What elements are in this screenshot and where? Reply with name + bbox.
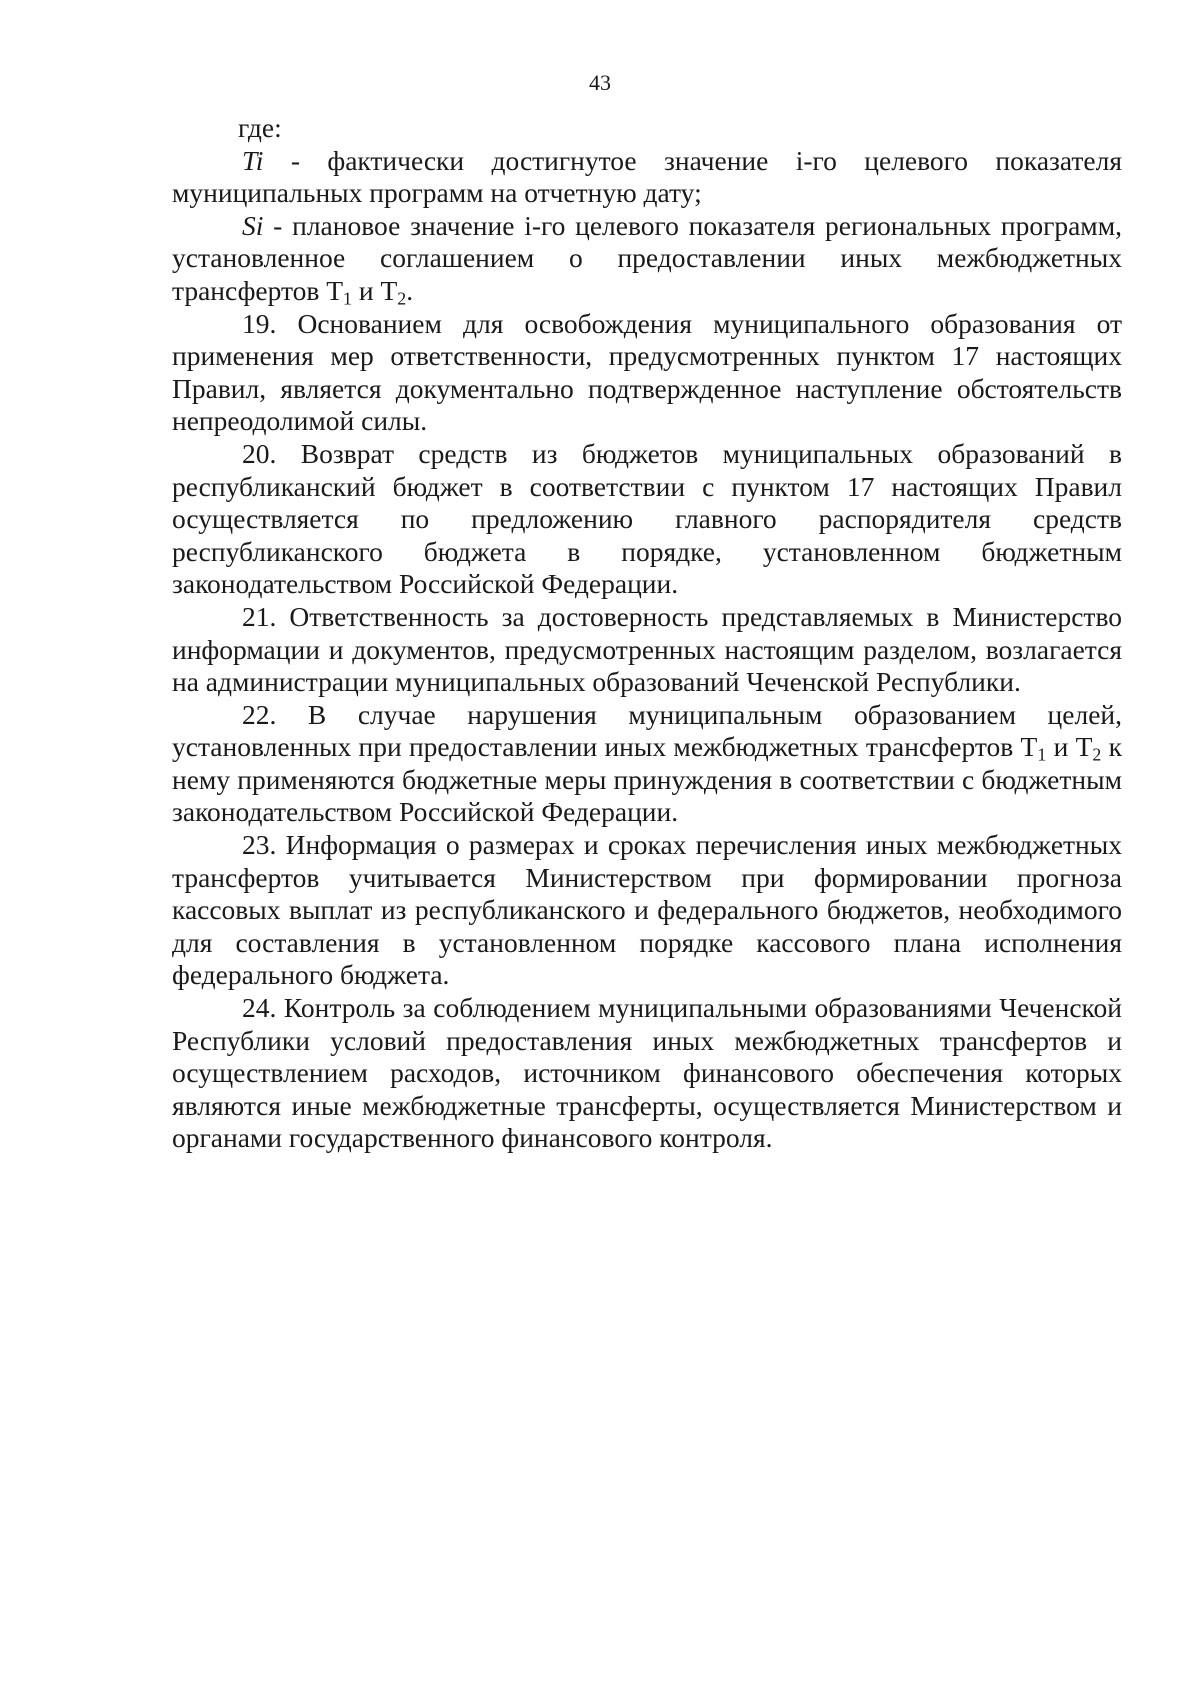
paragraph-22-and: и Т: [1046, 731, 1093, 763]
paragraph-19: 19. Основанием для освобождения муниципального образования от применения мер ответственности, предусмотренных пунктом 17 настоящих Правил, является документально подтвержденное наступление обстоятельств непреодолимой силы.: [172, 307, 1122, 437]
page-number: 43: [589, 70, 611, 95]
variable-si: Si: [242, 209, 264, 241]
paragraph-20: 20. Возврат средств из бюджетов муниципальных образований в республиканский бюджет в соответствии с пунктом 17 настоящих Правил осуществляется по предложению главного распорядителя средств республиканского бюджета в порядке, установленном бюджетным законодательством Российской Федерации.: [172, 437, 1122, 600]
paragraph-21: 21. Ответственность за достоверность представляемых в Министерство информации и документов, предусмотренных настоящим разделом, возлагается на администрации муниципальных образований Чеченской Республики.: [172, 600, 1122, 698]
subscript-1: 1: [343, 288, 352, 309]
document-body: [172, 112, 1122, 1155]
subscript-1: 1: [1037, 744, 1047, 765]
paragraph-si-definition: [172, 210, 1122, 308]
paragraph-23: 23. Информация о размерах и сроках перечисления иных межбюджетных трансфертов учитывается Министерством при формировании прогноза кассовых выплат из республиканского и федерального бюджетов, необходимого для составления в установленном порядке кассового плана исполнения федерального бюджета.: [172, 829, 1122, 991]
si-definition-text: - плановое значение i-го целевого показателя региональных программ, установленное соглашением о предоставлении иных межбюджетных трансфертов Т: [172, 209, 1122, 306]
paragraph-22-end: к нему применяются бюджетные меры принуждения в соответствии с бюджетным законодательством Российской Федерации.: [172, 731, 1122, 828]
paragraph-where: где:: [238, 112, 282, 143]
subscript-2: 2: [397, 288, 407, 309]
subscript-2: 2: [1092, 744, 1102, 765]
paragraph-22: [172, 699, 1122, 829]
si-definition-and: и Т: [351, 274, 398, 306]
paragraph-ti-definition: [172, 145, 1122, 210]
variable-ti: Ti: [242, 144, 264, 176]
ti-definition-text: - фактически достигнутое значение i-го целевого показателя муниципальных программ на отчетную дату;: [172, 144, 1122, 209]
paragraph-22-text: 22. В случае нарушения муниципальным образованием целей, установленных при предоставлении иных межбюджетных трансфертов Т: [172, 698, 1122, 763]
paragraph-24: 24. Контроль за соблюдением муниципальными образованиями Чеченской Республики условий предоставления иных межбюджетных трансфертов и осуществлением расходов, источником финансового обеспечения которых являются иные межбюджетные трансферты, осуществляется Министерством и органами государственного финансового контроля.: [172, 992, 1122, 1154]
si-definition-end: .: [406, 274, 414, 306]
